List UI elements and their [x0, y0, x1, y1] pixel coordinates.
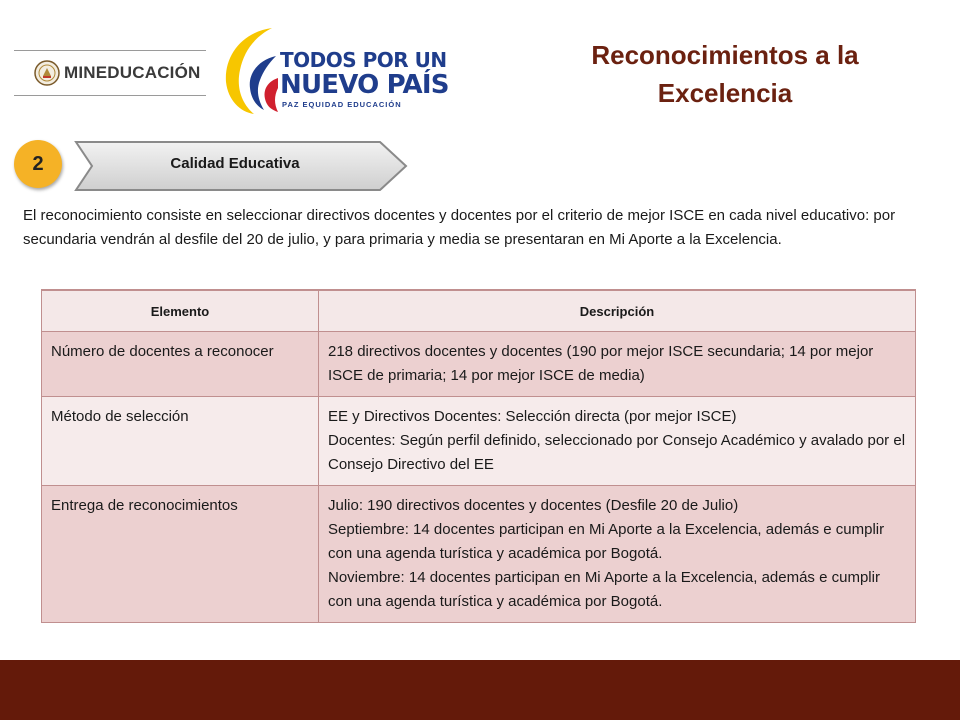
logo-line-2: NUEVO PAÍS — [280, 70, 449, 100]
table-header-row — [42, 290, 916, 332]
description-line: Docentes: Según perfil definido, seleccionado por Consejo Académico y avalado por el Consejo Directivo del EE — [328, 432, 906, 473]
description-line: 218 directivos docentes y docentes (190 por mejor ISCE secundaria; 14 por mejor ISCE de primaria; 14 por mejor ISCE de media) — [328, 343, 874, 384]
row-element: Entrega de reconocimientos — [42, 486, 319, 623]
row-description — [319, 397, 916, 486]
logo-line-3: PAZ EQUIDAD EDUCACIÓN — [282, 100, 402, 109]
header-descripcion: Descripción — [319, 290, 916, 332]
table-row — [42, 397, 916, 486]
row-description — [319, 486, 916, 623]
colombia-seal-icon — [34, 60, 60, 86]
description-line: Julio: 190 directivos docentes y docentes (Desfile 20 de Julio) — [328, 497, 739, 514]
header-elemento: Elemento — [42, 290, 319, 332]
mineducacion-logo — [14, 50, 206, 96]
intro-paragraph: El reconocimiento consiste en seleccionar directivos docentes y docentes por el criterio de mejor ISCE en cada nivel educativo: por secundaria vendrán al desfile del 20 de julio, y para primaria y media se presentaran en Mi Aporte a la Excelencia. — [23, 207, 896, 248]
section-label: Calidad Educativa — [170, 155, 300, 172]
description-line: Septiembre: 14 docentes participan en Mi Aporte a la Excelencia, además e cumplir con una agenda turística y académica por Bogotá. — [328, 521, 885, 562]
description-line: Noviembre: 14 docentes participan en Mi Aporte a la Excelencia, además e cumplir con una agenda turística y académica por Bogotá. — [328, 569, 880, 610]
row-element: Número de docentes a reconocer — [42, 332, 319, 397]
row-description — [319, 332, 916, 397]
description-line: EE y Directivos Docentes: Selección directa (por mejor ISCE) — [328, 408, 737, 425]
flag-swoosh-icon — [220, 26, 282, 114]
logo-line-1: TODOS POR UN — [280, 48, 447, 72]
ministry-name: MINEDUCACIÓN — [64, 63, 201, 82]
recognition-table — [41, 289, 916, 623]
footer-bar — [0, 660, 960, 720]
row-element: Método de selección — [42, 397, 319, 486]
page-title: Reconocimientos a la Excelencia — [591, 40, 859, 108]
table-row — [42, 486, 916, 623]
todos-por-un-nuevo-pais-logo — [220, 26, 449, 114]
table-row — [42, 332, 916, 397]
step-number-badge: 2 — [14, 140, 62, 188]
